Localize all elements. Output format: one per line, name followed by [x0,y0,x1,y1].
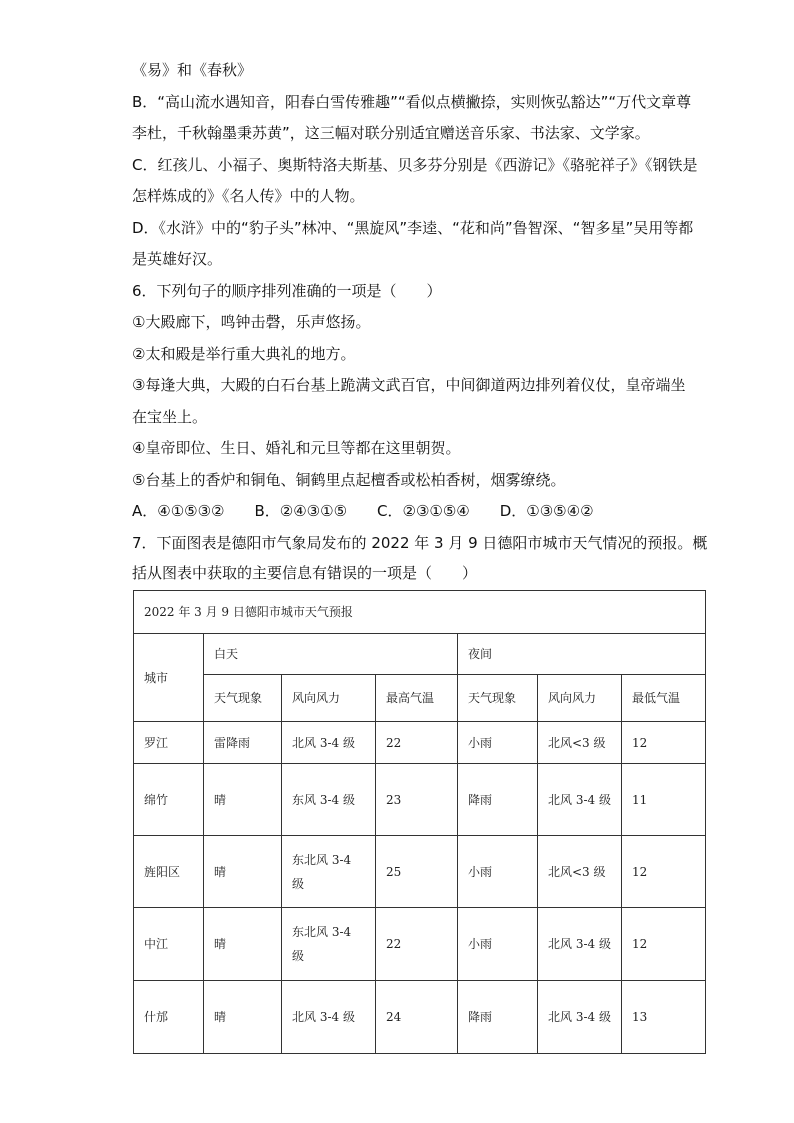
text-line: A．④①⑤③② B．②④③①⑤ C．②③①⑤④ D．①③⑤④② [132,502,594,520]
table-cell: 北风 3-4 级 [538,981,622,1054]
table-cell: 小雨 [458,836,538,908]
text-line: 6．下列句子的顺序排列准确的一项是（ ） [132,282,442,300]
text-line: 李杜，千秋翰墨秉苏黄”，这三幅对联分别适宜赠送音乐家、书法家、文学家。 [132,124,650,142]
text-line: ①大殿廊下，鸣钟击磬，乐声悠扬。 [132,313,371,331]
text-line: ⑤台基上的香炉和铜龟、铜鹤里点起檀香或松柏香树，烟雾缭绕。 [132,471,566,489]
table-cell: 23 [376,764,458,836]
table-cell: 小雨 [458,908,538,981]
table-cell: 旌阳区 [134,836,204,908]
table-cell: 北风<3 级 [538,722,622,764]
text-line: ④皇帝即位、生日、婚礼和元旦等都在这里朝贺。 [132,439,461,457]
table-cell: 东北风 3-4 级 [282,908,376,981]
table-cell: 12 [622,722,706,764]
table-cell: 北风 3-4 级 [538,908,622,981]
column-header: 天气现象 [204,675,282,722]
table-cell: 罗江 [134,722,204,764]
table-row [134,722,706,764]
table-cell: 13 [622,981,706,1054]
text-line: 7．下面图表是德阳市气象局发布的 2022 年 3 月 9 日德阳市城市天气情况的预报。概 [132,534,708,552]
table-title: 2022 年 3 月 9 日德阳市城市天气预报 [134,591,706,634]
weather-forecast-table [133,590,706,1054]
table-row [134,981,706,1054]
text-line: 怎样炼成的》《名人传》中的人物。 [132,187,365,205]
text-line: D．《水浒》中的“豹子头”林冲、“黑旋风”李逵、“花和尚”鲁智深、“智多星”吴用等都 [132,219,694,237]
table-cell: 北风 3-4 级 [282,981,376,1054]
table-cell: 降雨 [458,764,538,836]
city-header: 城市 [134,634,204,722]
text-line: 在宝坐上。 [132,408,208,426]
text-line: ②太和殿是举行重大典礼的地方。 [132,345,356,363]
text-line: ③每逢大典，大殿的白石台基上跪满文武百官，中间御道两边排列着仪仗，皇帝端坐 [132,376,686,394]
table-row [134,764,706,836]
column-header: 天气现象 [458,675,538,722]
table-cell: 中江 [134,908,204,981]
table-cell: 11 [622,764,706,836]
table-cell: 北风<3 级 [538,836,622,908]
column-header: 风向风力 [282,675,376,722]
table-cell: 什邡 [134,981,204,1054]
column-header: 风向风力 [538,675,622,722]
day-header: 白天 [204,634,458,675]
table-row [134,836,706,908]
table-cell: 25 [376,836,458,908]
table-cell: 22 [376,908,458,981]
table-cell: 晴 [204,981,282,1054]
table-cell: 东风 3-4 级 [282,764,376,836]
table-cell: 晴 [204,764,282,836]
night-header: 夜间 [458,634,706,675]
table-cell: 北风 3-4 级 [538,764,622,836]
table-cell: 22 [376,722,458,764]
table-cell: 雷降雨 [204,722,282,764]
text-line: 《易》和《春秋》 [132,61,253,79]
text-line: 是英雄好汉。 [132,250,223,268]
table-cell: 晴 [204,836,282,908]
table-row [134,908,706,981]
text-line: C．红孩儿、小福子、奥斯特洛夫斯基、贝多芬分别是《西游记》《骆驼祥子》《钢铁是 [132,156,698,174]
column-header: 最低气温 [622,675,706,722]
table-cell: 小雨 [458,722,538,764]
table-cell: 12 [622,836,706,908]
column-header: 最高气温 [376,675,458,722]
table-cell: 绵竹 [134,764,204,836]
table-cell: 晴 [204,908,282,981]
table-cell: 东北风 3-4 级 [282,836,376,908]
table-cell: 降雨 [458,981,538,1054]
table-cell: 北风 3-4 级 [282,722,376,764]
text-line: B．“高山流水遇知音，阳春白雪传雅趣”“看似点横撇捺，实则恢弘豁达”“万代文章尊 [132,93,692,111]
table-cell: 12 [622,908,706,981]
table-cell: 24 [376,981,458,1054]
text-line: 括从图表中获取的主要信息有错误的一项是（ ） [132,564,478,582]
